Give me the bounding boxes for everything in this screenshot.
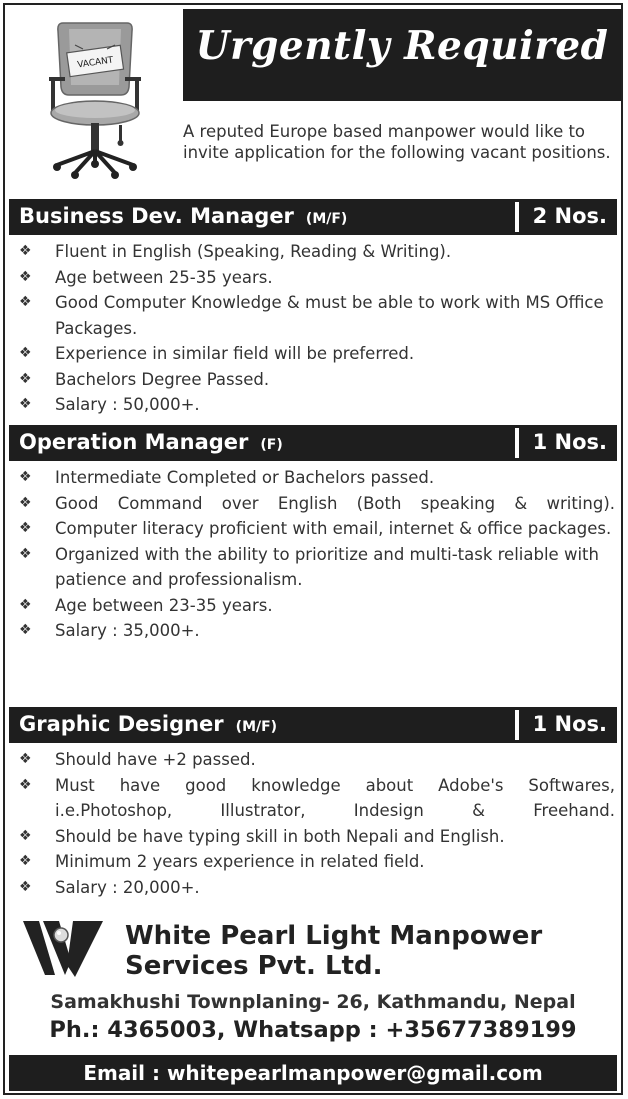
section-header-operation-manager [9,425,617,461]
divider [515,202,519,232]
title-banner [183,9,621,101]
section-gender: (F) [260,437,283,453]
list-item: ❖ Organized with the ability to prioritize and multi-task reliable with patience and professionalism. [19,542,615,593]
divider [515,428,519,458]
company-name-line1: White Pearl Light Manpower [125,921,543,951]
bullet-icon: ❖ [19,494,32,511]
list-item: ❖ Should have +2 passed. [19,747,615,773]
bullet-icon: ❖ [19,268,32,285]
requirements-list-operation-manager [19,465,615,644]
requirements-list-graphic-designer [19,747,615,900]
bullet-icon: ❖ [19,545,32,562]
company-address: Samakhushi Townplaning- 26, Kathmandu, Nepal [50,991,576,1013]
bullet-icon: ❖ [19,596,32,613]
list-item: ❖ Salary : 35,000+. [19,618,615,644]
list-item: ❖ Bachelors Degree Passed. [19,367,615,393]
divider [515,710,519,740]
vacant-sign-text: VACANT [76,55,115,71]
contact-phone: Ph.: 4365003, Whatsapp : +35677389199 [49,1017,577,1043]
section-header-business-dev-manager [9,199,617,235]
list-item: ❖ Should be have typing skill in both Nepali and English. [19,824,615,850]
list-item: ❖ Salary : 20,000+. [19,875,615,901]
bullet-icon: ❖ [19,776,32,793]
company-name [125,921,542,981]
bullet-icon: ❖ [19,853,32,869]
list-item: ❖ Computer literacy proficient with email, internet & office packages. [19,516,615,542]
page-title: Urgently Required [195,23,609,69]
list-item: ❖ Experience in similar field will be preferred. [19,341,615,367]
section-count: 1 Nos. [532,430,607,454]
list-item: ❖ Good Command over English (Both speaking & writing). [19,491,615,517]
bullet-icon: ❖ [19,878,32,895]
vacant-chair-image [35,15,155,180]
job-advertisement [3,3,623,1095]
intro-text: A reputed Europe based manpower would like to invite application for the following vacant positions. [183,122,611,162]
section-gender: (M/F) [305,211,348,227]
bullet-icon: ❖ [19,396,32,412]
section-count: 1 Nos. [532,712,607,736]
bullet-icon: ❖ [19,345,32,361]
bullet-icon: ❖ [19,622,32,638]
list-item: ❖ Age between 25-35 years. [19,265,615,291]
bullet-icon: ❖ [19,370,32,387]
bullet-icon: ❖ [19,751,32,767]
bullet-icon: ❖ [19,294,32,310]
list-item: ❖ Age between 23-35 years. [19,593,615,619]
requirements-list-business-dev-manager [19,239,615,418]
section-title: Business Dev. Manager [19,204,294,228]
section-gender: (M/F) [235,719,278,735]
section-title: Operation Manager [19,430,249,454]
list-item: ❖ Good Computer Knowledge & must be able to work with MS Office Packages. [19,290,615,341]
list-item: ❖ Minimum 2 years experience in related field. [19,849,615,875]
section-header-graphic-designer [9,707,617,743]
bullet-icon: ❖ [19,469,32,485]
section-title: Graphic Designer [19,712,224,736]
list-item: ❖ Fluent in English (Speaking, Reading & Writing). [19,239,615,265]
bullet-icon: ❖ [19,827,32,844]
company-logo-icon [21,917,105,981]
section-count: 2 Nos. [532,204,607,228]
bullet-icon: ❖ [19,520,32,536]
bullet-icon: ❖ [19,243,32,259]
list-item: ❖ Must have good knowledge about Adobe's Softwares, i.e.Photoshop, Illustrator, Indesign & Freehand. [19,773,615,824]
contact-email: Email : whitepearlmanpower@gmail.com [9,1055,617,1091]
company-name-line2: Services Pvt. Ltd. [125,951,383,981]
list-item: ❖ Salary : 50,000+. [19,392,615,418]
list-item: ❖ Intermediate Completed or Bachelors passed. [19,465,615,491]
